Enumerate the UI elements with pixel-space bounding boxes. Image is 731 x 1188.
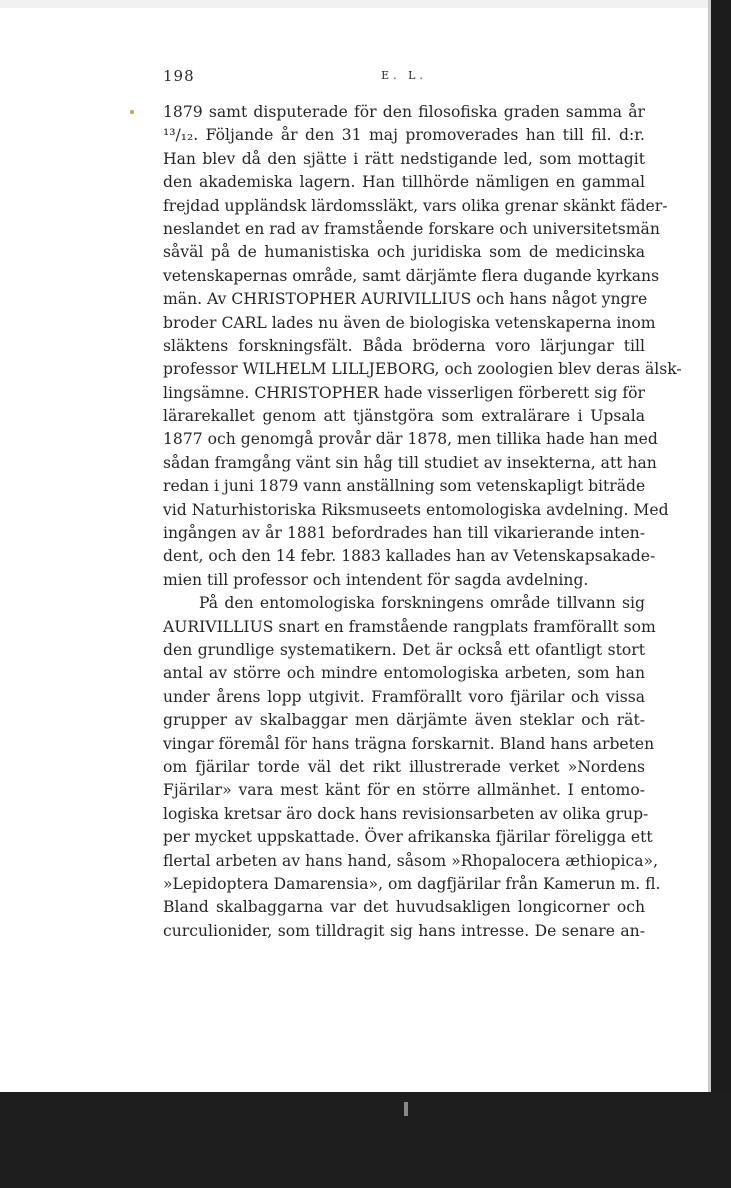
text-line: släktens forskningsfält. Båda bröderna voro lärjungar till <box>163 336 645 355</box>
text-line: 1879 samt disputerade för den filosofiska graden samma år <box>163 103 645 121</box>
scan-right-border <box>711 0 731 1188</box>
text-line: vingar föremål för hans trägna forskarnit. Bland hans arbeten <box>163 734 655 753</box>
scan-bottom-border <box>0 1092 731 1188</box>
text-line: under årens lopp utgivit. Framförallt voro fjärilar och vissa <box>163 687 645 706</box>
text-line: vetenskapernas område, samt därjämte flera dugande kyrkans <box>163 266 660 285</box>
text-line: lingsämne. CHRISTOPHER hade visserligen förberett sig för <box>163 383 645 402</box>
running-head: E. L. <box>381 69 427 82</box>
text-line: om fjärilar torde väl det rikt illustrerade verket »Nordens <box>163 757 645 776</box>
text-line: grupper av skalbaggar men därjämte även steklar och rät- <box>163 711 645 730</box>
text-line: »Lepidoptera Damarensia», om dagfjärilar från Kamerun m. fl. <box>163 874 661 893</box>
text-line: 1877 och genomgå provår där 1878, men tillika hade han med <box>163 430 658 449</box>
text-line: logiska kretsar äro dock hans revisionsarbeten av olika grup- <box>163 804 649 823</box>
text-line: curculionider, som tilldragit sig hans intresse. De senare an- <box>163 921 645 940</box>
text-line: flertal arbeten av hans hand, såsom »Rhopalocera æthiopica», <box>163 851 659 870</box>
text-line: den akademiska lagern. Han tillhörde nämligen en gammal <box>163 173 645 192</box>
page-number: 198 <box>163 67 195 85</box>
text-line: professor WILHELM LILLJEBORG, och zoologien blev deras älsk- <box>163 360 682 379</box>
text-line: mien till professor och intendent för sagda avdelning. <box>163 570 589 589</box>
text-line: Han blev då den sjätte i rätt nedstigande led, som mottagit <box>163 149 645 168</box>
text-line: ingången av år 1881 befordrades han till vikarierande inten- <box>163 524 645 543</box>
text-line: Fjärilar» vara mest känt för en större allmänhet. I entomo- <box>163 781 645 800</box>
text-line: vid Naturhistoriska Riksmuseets entomologiska avdelning. Med <box>163 500 669 519</box>
text-line: såväl på de humanistiska och juridiska som de medicinska <box>163 243 645 262</box>
page-header <box>163 67 645 89</box>
text-line: På den entomologiska forskningens område tillvann sig <box>199 594 645 613</box>
scan-artifact <box>404 1102 408 1116</box>
body-text <box>163 101 682 943</box>
text-line: broder CARL lades nu även de biologiska vetenskaperna inom <box>163 313 656 332</box>
scan-top-edge <box>0 0 731 8</box>
text-line: sådan framgång vänt sin håg till studiet av insekterna, att han <box>163 453 657 472</box>
text-line: män. Av CHRISTOPHER AURIVILLIUS och hans något yngre <box>163 290 648 309</box>
text-line: neslandet en rad av framstående forskare och universitetsmän <box>163 219 660 238</box>
text-line: den grundlige systematikern. Det är också ett ofantligt stort <box>163 640 645 659</box>
margin-mark <box>130 110 134 114</box>
text-line: Bland skalbaggarna var det huvudsakligen longicorner och <box>163 898 645 917</box>
text-line: ¹³/₁₂. Följande år den 31 maj promoverades han till fil. d:r. <box>163 126 645 145</box>
text-line: dent, och den 14 febr. 1883 kallades han av Vetenskapsakade- <box>163 547 656 566</box>
text-line: antal av större och mindre entomologiska arbeten, som han <box>163 664 645 683</box>
text-line: frejdad uppländsk lärdomssläkt, vars olika grenar skänkt fäder- <box>163 196 668 215</box>
text-line: AURIVILLIUS snart en framstående rangplats framförallt som <box>163 617 656 636</box>
text-line: per mycket uppskattade. Över afrikanska fjärilar föreligga ett <box>163 828 653 847</box>
text-line: lärarekallet genom att tjänstgöra som extralärare i Upsala <box>163 407 645 426</box>
text-line: redan i juni 1879 vann anställning som vetenskapligt biträde <box>163 477 646 496</box>
